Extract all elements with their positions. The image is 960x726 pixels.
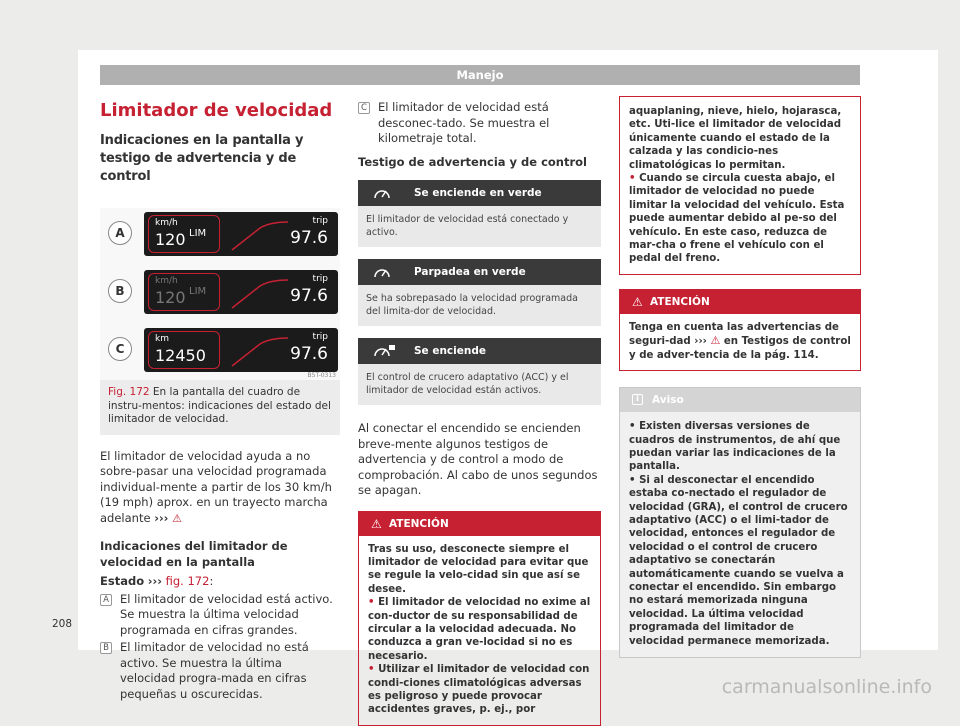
column-right	[619, 96, 861, 658]
trip-label: trip	[312, 216, 328, 226]
note-header: i Aviso	[620, 388, 860, 412]
gauge-arc-icon	[230, 218, 290, 252]
figure-letter: A	[108, 221, 132, 245]
cross-ref-arrows: ›››	[154, 510, 169, 525]
item-badge: B	[100, 642, 112, 654]
list-item: B El limitador de velocidad no está activo. Se muestra la última velocidad progra-mada en cifras pequeñas u oscurecidas.	[100, 640, 340, 702]
warning-box-continued	[619, 96, 861, 275]
warning-body: Tras su uso, desconecte siempre el limitador de velocidad para evitar que se regule la velo-cidad sin que así se desee. • El limitador de velocidad no exime al con-ductor de su responsabilidad de circular a la velocidad adecuada. No conduzca a gran ve-locidad si no es necesario. • Utilizar el limitador de velocidad con condi-ciones climatológicas adversas es peligroso y puede provocar accidentes graves, p. ej., por	[368, 543, 591, 716]
figure-letter: B	[108, 279, 132, 303]
intro-paragraph: El limitador de velocidad ayuda a no sobre-pasar una velocidad programada individual-mente a partir de los 30 km/h (19 mph) aprox. en un trayecto marcha adelante ››› ⚠	[100, 448, 332, 525]
odometer-value: 12450	[155, 346, 206, 365]
lamp-header: Parpadea en verde	[358, 259, 601, 285]
warning-triangle-icon: ⚠	[710, 334, 721, 348]
lamp-header: Se enciende	[358, 338, 601, 364]
speed-value: 120	[155, 288, 186, 307]
speed-area	[148, 215, 220, 253]
unit-label: km	[155, 334, 169, 344]
figure-link[interactable]: fig. 172	[165, 574, 210, 588]
warning-box-2	[619, 289, 861, 371]
figure-172	[100, 208, 340, 435]
warning-bullet: • Cuando se circula cuesta abajo, el limitador de velocidad no puede limitar la velocidad del vehículo. Esta puede aumentar debido al pe-so del vehículo. En este caso, reduzca de mar-cha o frene el vehículo con el pedal del freno.	[629, 173, 845, 265]
section-subtitle: Indicaciones en la pantalla y testigo de advertencia y de control	[100, 133, 304, 184]
page-title: Limitador de velocidad	[100, 100, 333, 121]
section-header-bar: Manejo	[100, 65, 860, 85]
speedometer-icon	[372, 185, 392, 201]
list-item: A El limitador de velocidad está activo. Se muestra la última velocidad programada en cifras grandes.	[100, 592, 340, 639]
figure-row-b	[100, 268, 340, 316]
info-paragraph: Al conectar el encendido se encienden breve-mente algunos testigos de advertencia y de control a modo de comprobación. Al cabo de unos segundos se apagan.	[358, 421, 598, 497]
warning-body: aquaplaning, nieve, hielo, hojarasca, etc. Uti-lice el limitador de velocidad únicamente cuando el estado de la calzada y las condicio-nes climatológicas lo permitan. • Cuando se circula cuesta abajo, el limitador de velocidad no puede limitar la velocidad del vehículo. Esta puede aumentar debido al pe-so del vehículo. En este caso, reduzca de mar-cha o frene el vehículo con el pedal del freno.	[620, 97, 860, 274]
lamp-box	[358, 338, 601, 405]
note-bullet: • Existen diversas versiones de cuadros de instrumentos, de ahí que puedan variar las indicaciones de la pantalla.	[629, 421, 841, 473]
display-panel	[144, 328, 338, 372]
lamp-body: Se ha sobrepasado la velocidad programada del limita-dor de velocidad.	[358, 285, 601, 326]
unit-label: km/h	[155, 276, 178, 286]
speed-area	[148, 273, 220, 311]
note-body	[620, 412, 860, 657]
speedometer-lim-icon	[372, 343, 396, 359]
caption-text: En la pantalla del cuadro de instru-mentos: indicaciones del estado del limitador de velocidad.	[108, 386, 331, 425]
lamp-body: El limitador de velocidad está conectado y activo.	[358, 206, 601, 247]
figure-row-a	[100, 210, 340, 258]
trip-label: trip	[312, 332, 328, 342]
warning-box	[358, 511, 601, 726]
subheading: Indicaciones del limitador de velocidad en la pantalla	[100, 539, 288, 569]
lamp-body: El control de crucero adaptativo (ACC) y el limitador de velocidad están activos.	[358, 364, 601, 405]
gauge-arc-icon	[230, 276, 290, 310]
item-badge: A	[100, 594, 112, 606]
figure-ref: Fig. 172	[108, 386, 150, 398]
trip-value: 97.6	[290, 344, 328, 364]
info-icon: i	[632, 394, 643, 405]
warning-bullet: • Utilizar el limitador de velocidad con condi-ciones climatológicas adversas es peligroso y puede provocar accidentes graves, p. ej., por	[368, 664, 590, 716]
display-panel	[144, 270, 338, 314]
figure-caption	[100, 380, 340, 435]
trip-value: 97.6	[290, 228, 328, 248]
warning-header: ⚠ ATENCIÓN	[359, 512, 600, 536]
cross-ref-link[interactable]: en Testigos de control y de adver-tencia de la pág. 114.	[629, 336, 851, 361]
trip-value: 97.6	[290, 286, 328, 306]
figure-image	[100, 208, 340, 380]
speed-value: 120	[155, 230, 186, 249]
list-item: C El limitador de velocidad está desconec-tado. Se muestra el kilometraje total.	[358, 100, 601, 147]
warning-triangle-icon: ⚠	[371, 516, 382, 531]
warning-triangle-icon: ⚠	[172, 511, 182, 525]
warning-body: Tenga en cuenta las advertencias de seguri-dad ››› ⚠ en Testigos de control y de adver-tencia de la pág. 114.	[629, 321, 851, 361]
figure-code: B5T-0313	[307, 372, 336, 379]
item-badge: C	[358, 102, 370, 114]
figure-letter: C	[108, 337, 132, 361]
limiter-icon: LIM	[189, 228, 207, 239]
note-box	[619, 387, 861, 658]
lamp-box	[358, 180, 601, 247]
warning-bullet: • El limitador de velocidad no exime al con-ductor de su responsabilidad de circular a la velocidad adecuada. No conduzca a gran ve-locidad si no es necesario.	[368, 597, 591, 662]
unit-label: km/h	[155, 218, 178, 228]
gauge-arc-icon	[230, 334, 290, 368]
lamp-header: Se enciende en verde	[358, 180, 601, 206]
column-middle	[358, 100, 601, 726]
lamps-title: Testigo de advertencia y de control	[358, 154, 587, 169]
odometer-area	[148, 331, 220, 369]
display-panel	[144, 212, 338, 256]
estado-line: Estado ››› fig. 172:	[100, 574, 214, 588]
lamp-box	[358, 259, 601, 326]
page-number: 208	[52, 618, 73, 630]
warning-header: ⚠ ATENCIÓN	[620, 290, 860, 314]
figure-row-c	[100, 326, 340, 374]
watermark: carmanualsonline.info	[721, 676, 932, 698]
trip-label: trip	[312, 274, 328, 284]
warning-triangle-icon: ⚠	[632, 294, 643, 309]
note-bullet: • Si al desconectar el encendido estaba co-nectado el regulador de velocidad (GRA), el control de crucero adaptativo (ACC) o el limi-tador de velocidad, entonces el regulador de velocidad o el control de crucero adaptativo se conectarán automáticamente cuando se vuelva a conectar el encendido. Sin embargo no estará memorizada ninguna velocidad. La última velocidad programada del limitador de velocidad permanece memorizada.	[629, 474, 848, 647]
column-left	[100, 96, 340, 702]
limiter-icon: LIM	[189, 286, 207, 297]
speedometer-icon	[372, 264, 392, 280]
